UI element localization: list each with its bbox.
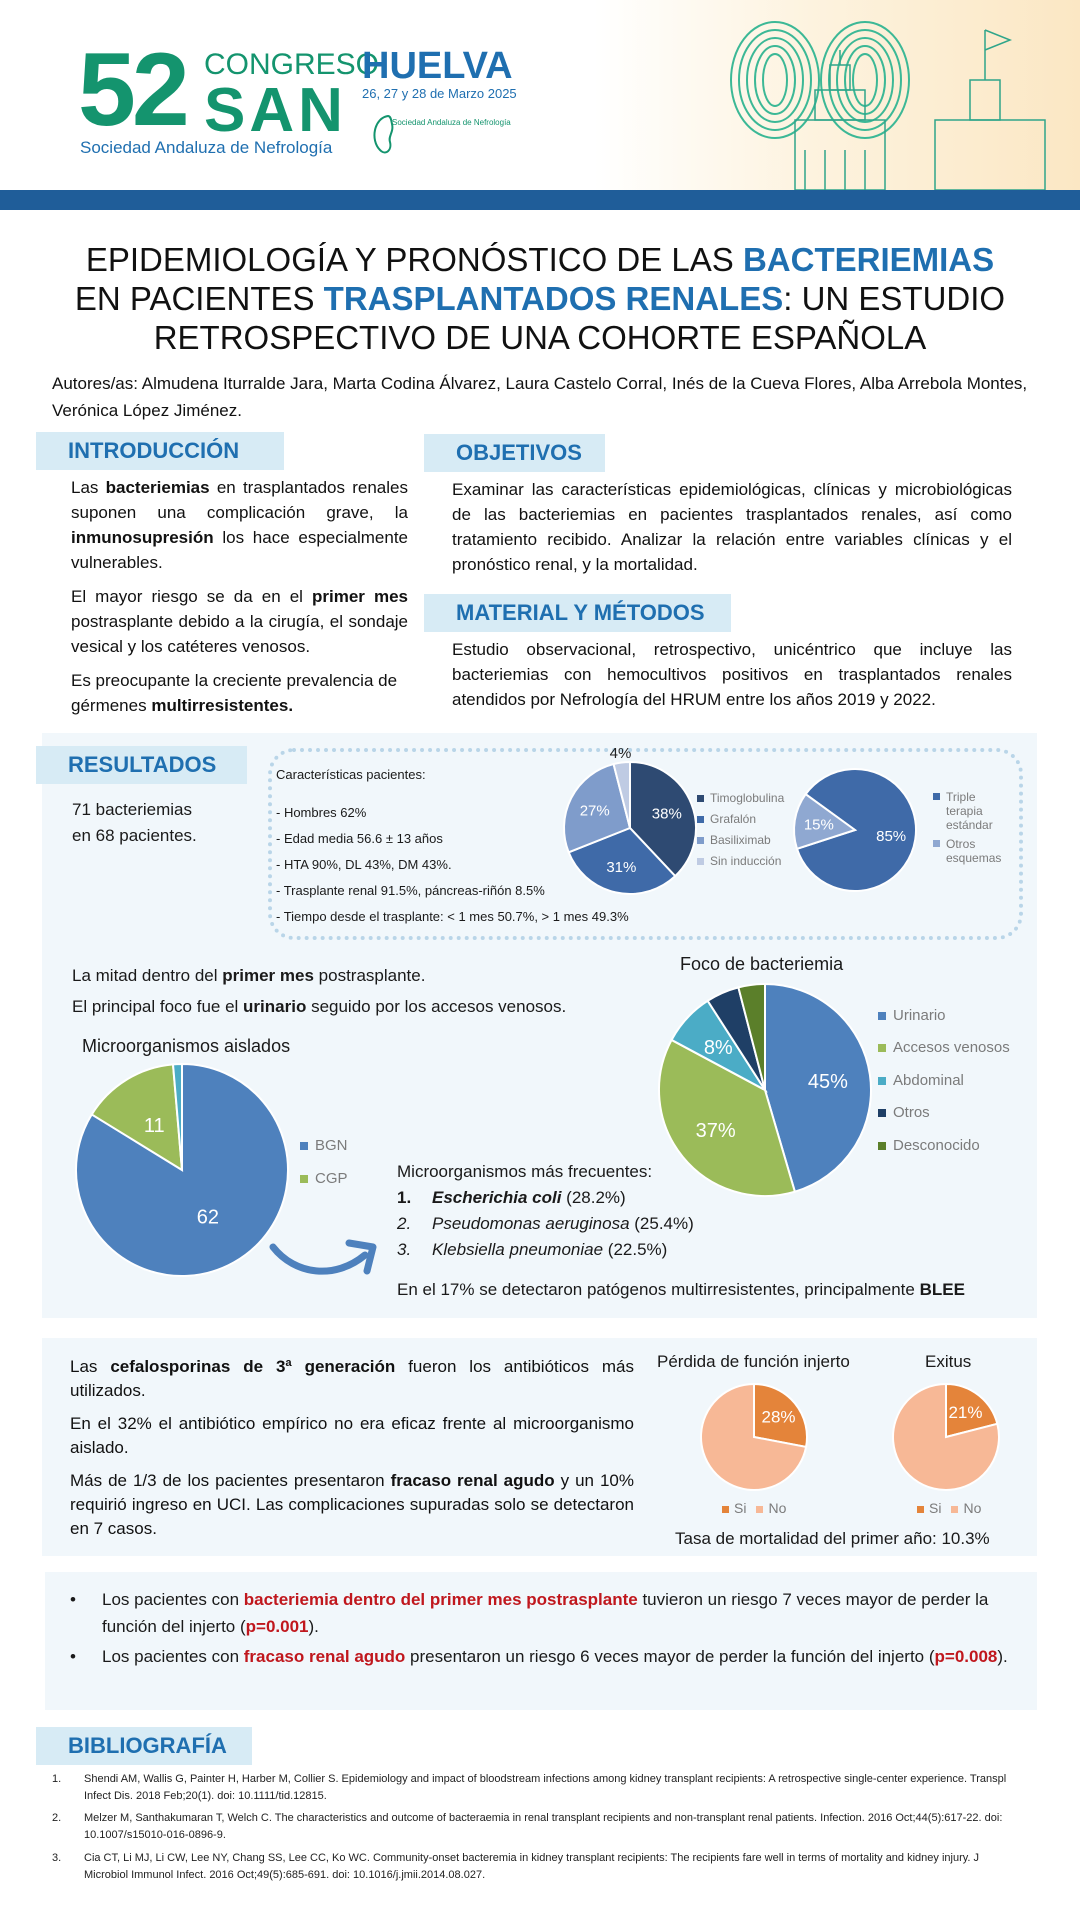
header-bar (0, 190, 1080, 210)
congress-number: 52 (78, 32, 186, 148)
caracteristicas-title: Características pacientes: (276, 767, 426, 782)
legend-bgn: BGN (300, 1137, 348, 1155)
micro-pie-chart (72, 1060, 292, 1280)
pie-data-label: 85% (876, 827, 907, 845)
summary-line-2: en 68 pacientes. (72, 826, 197, 845)
micro-chart-title: Microorganismos aislados (82, 1036, 291, 1056)
legend-cgp: CGP (300, 1170, 348, 1188)
legend-otros: Otros (878, 1104, 930, 1122)
legend-sin-induccion: Sin inducción (697, 854, 781, 868)
legend-urinario: Urinario (878, 1007, 946, 1025)
legend-desconocido: Desconocido (878, 1137, 980, 1155)
resultados-summary (72, 797, 197, 849)
authors: Autores/as: Almudena Iturralde Jara, Marta Codina Álvarez, Laura Castelo Corral, Inés de la Cueva Flores, Alba Arrebola Montes, Verónica López Jiménez. (52, 374, 1028, 420)
perdida-chart-title: Pérdida de función injerto (657, 1352, 850, 1371)
pie-data-label: 28% (761, 1407, 796, 1427)
legend-triple-terapia: Triple terapia estándar (933, 790, 1008, 832)
arrow-icon (265, 1225, 385, 1290)
congress-dates: 26, 27 y 28 de Marzo 2025 (362, 86, 517, 101)
multirresistentes-text: En el 17% se detectaron patógenos multirresistentes, principalmente BLEE (397, 1280, 965, 1299)
conclusion-item: • Los pacientes con fracaso renal agudo presentaron un riesgo 6 veces mayor de perder la función del injerto (p=0.008). (70, 1647, 1008, 1666)
exitus-chart-title: Exitus (925, 1352, 972, 1371)
legend-abdominal: Abdominal (878, 1072, 964, 1090)
carac-item: - Tiempo desde el trasplante: < 1 mes 50.7%, > 1 mes 49.3% (276, 909, 629, 924)
carac-item: - Hombres 62% (276, 805, 367, 820)
exitus-pie-chart (889, 1380, 1003, 1494)
intro-heading: INTRODUCCIÓN (36, 432, 284, 470)
terapia-pie-chart (790, 765, 920, 895)
reference-item: 3. Cia CT, Li MJ, Li CW, Lee NY, Chang SS, Lee CC, Ko WC. Community-onset bacteremia in kidney transplant recipients: The recipients fare well in terms of mortality and kidney injury. J Microbiol Immunol Infect. 2016 Oct;49(5):685-691. doi: 10.1016/j.jmii.2014.08.027. (52, 1852, 980, 1881)
legend-grafalon: Grafalón (697, 812, 756, 826)
legend-basiliximab: Basiliximab (697, 833, 771, 847)
header-banner (0, 0, 1080, 190)
foco-chart-title: Foco de bacteriemia (680, 954, 844, 974)
pie-data-label: 15% (803, 816, 834, 834)
sublogo-text: Sociedad Andaluza de Nefrología (392, 118, 511, 127)
perdida-legend: Si No (722, 1500, 786, 1516)
city-name: HUELVA (362, 45, 513, 87)
carac-item: - Edad media 56.6 ± 13 años (276, 831, 443, 846)
micro-list-heading: Microorganismos más frecuentes: (397, 1162, 653, 1181)
legend-timoglobulina: Timoglobulina (697, 791, 784, 805)
society-name: Sociedad Andaluza de Nefrología (80, 138, 333, 157)
pie-data-label: 11 (143, 1114, 165, 1137)
reference-item: 1. Shendi AM, Wallis G, Painter H, Harber M, Collier S. Epidemiology and impact of bloodstream infections among kidney transplant recipients: A retrospective single-center experience. Transpl Infect Dis. 2018 Feb;20(1). doi: 10.1111/tid.12815. (52, 1773, 1007, 1802)
carac-item: - Trasplante renal 91.5%, páncreas-riñón 8.5% (276, 883, 545, 898)
tratamiento-text: Las cefalosporinas de 3ª generación fueron los antibióticos más utilizados. En el 32% el antibiótico empírico no era eficaz frente al microorganismo aislado. Más de 1/3 de los pacientes presentaron fracaso renal agudo y un 10% requirió ingreso en UCI. Las complicaciones supuradas solo se detectaron en 7 casos. (70, 1357, 634, 1538)
micro-item: 3. Klebsiella pneumoniae (22.5%) (397, 1240, 668, 1259)
pie-data-label: 8% (703, 1036, 733, 1059)
pie-data-label: 4% (609, 744, 632, 762)
resultados-heading: RESULTADOS (36, 746, 247, 784)
intro-text: Las bacteriemias en trasplantados renales suponen una complicación grave, la inmunosupresión los hace especialmente vulnerables. El mayor riesgo se da en el primer mes postrasplante debido a la cirugía, el sondaje vesical y los catéteres venosos. Es preocupante la creciente prevalencia de gérmenes multirresistentes. (71, 478, 408, 715)
summary-line-1: 71 bacteriemias (72, 800, 193, 819)
objetivos-heading: OBJETIVOS (424, 434, 605, 472)
exitus-legend: Si No (917, 1500, 981, 1516)
micro-item: 1. Escherichia coli (28.2%) (397, 1188, 626, 1207)
pie-data-label: 45% (807, 1070, 848, 1093)
mortalidad-text: Tasa de mortalidad del primer año: 10.3% (675, 1529, 990, 1548)
pie-data-label: 37% (695, 1120, 736, 1143)
mitad-text: La mitad dentro del primer mes postrasplante. El principal foco fue el urinario seguido por los accesos venosos. (72, 966, 567, 1016)
objetivos-text: Examinar las características epidemiológicas, clínicas y microbiológicas de las bacteriemias en pacientes trasplantados renales, así como tratamiento recibido. Analizar la relación entre variables clínicas y el pronóstico renal, y la mortalidad. (452, 480, 1012, 574)
conclusion-item: • Los pacientes con bacteriemia dentro del primer mes postrasplante tuvieron un riesgo 7 veces mayor de perder la función del injerto (p=0.001). (70, 1590, 989, 1636)
reference-item: 2. Melzer M, Santhakumaran T, Welch C. The characteristics and outcome of bacteraemia in renal transplant recipients and non-transplant renal patients. Infection. 2016 Oct;44(5):617-22. doi: 10.1007/s15010-016-0896-9. (52, 1812, 1003, 1841)
carac-item: - HTA 90%, DL 43%, DM 43%. (276, 857, 452, 872)
induccion-pie-chart (560, 744, 700, 898)
san-label: SAN (204, 76, 347, 145)
legend-otros-esquemas: Otros esquemas (933, 837, 1008, 865)
huelva-illustration-icon (715, 10, 1075, 190)
pie-data-label: 27% (579, 802, 610, 820)
poster-title: EPIDEMIOLOGÍA Y PRONÓSTICO DE LAS BACTERIEMIAS EN PACIENTES TRASPLANTADOS RENALES: UN ESTUDIO RETROSPECTIVO DE UNA COHORTE ESPAÑOLA (74, 241, 1006, 356)
pie-data-label: 38% (651, 805, 682, 823)
metodos-text: Estudio observacional, retrospectivo, unicéntrico que incluye las bacteriemias con hemocultivos positivos en trasplantados renales atendidos por Nefrología del HRUM entre los años 2019 y 2022. (452, 640, 1012, 709)
pie-data-label: 31% (606, 858, 637, 876)
congress-label: CONGRESO (204, 48, 380, 81)
bibliografia-heading: BIBLIOGRAFÍA (36, 1727, 252, 1765)
micro-list (397, 1159, 694, 1263)
pie-data-label: 62 (196, 1206, 219, 1229)
micro-item: 2. Pseudomonas aeruginosa (25.4%) (397, 1214, 694, 1233)
legend-accesos-venosos: Accesos venosos (878, 1039, 1010, 1057)
metodos-heading: MATERIAL Y MÉTODOS (424, 594, 731, 632)
pie-data-label: 21% (948, 1402, 983, 1422)
perdida-pie-chart (697, 1380, 811, 1494)
